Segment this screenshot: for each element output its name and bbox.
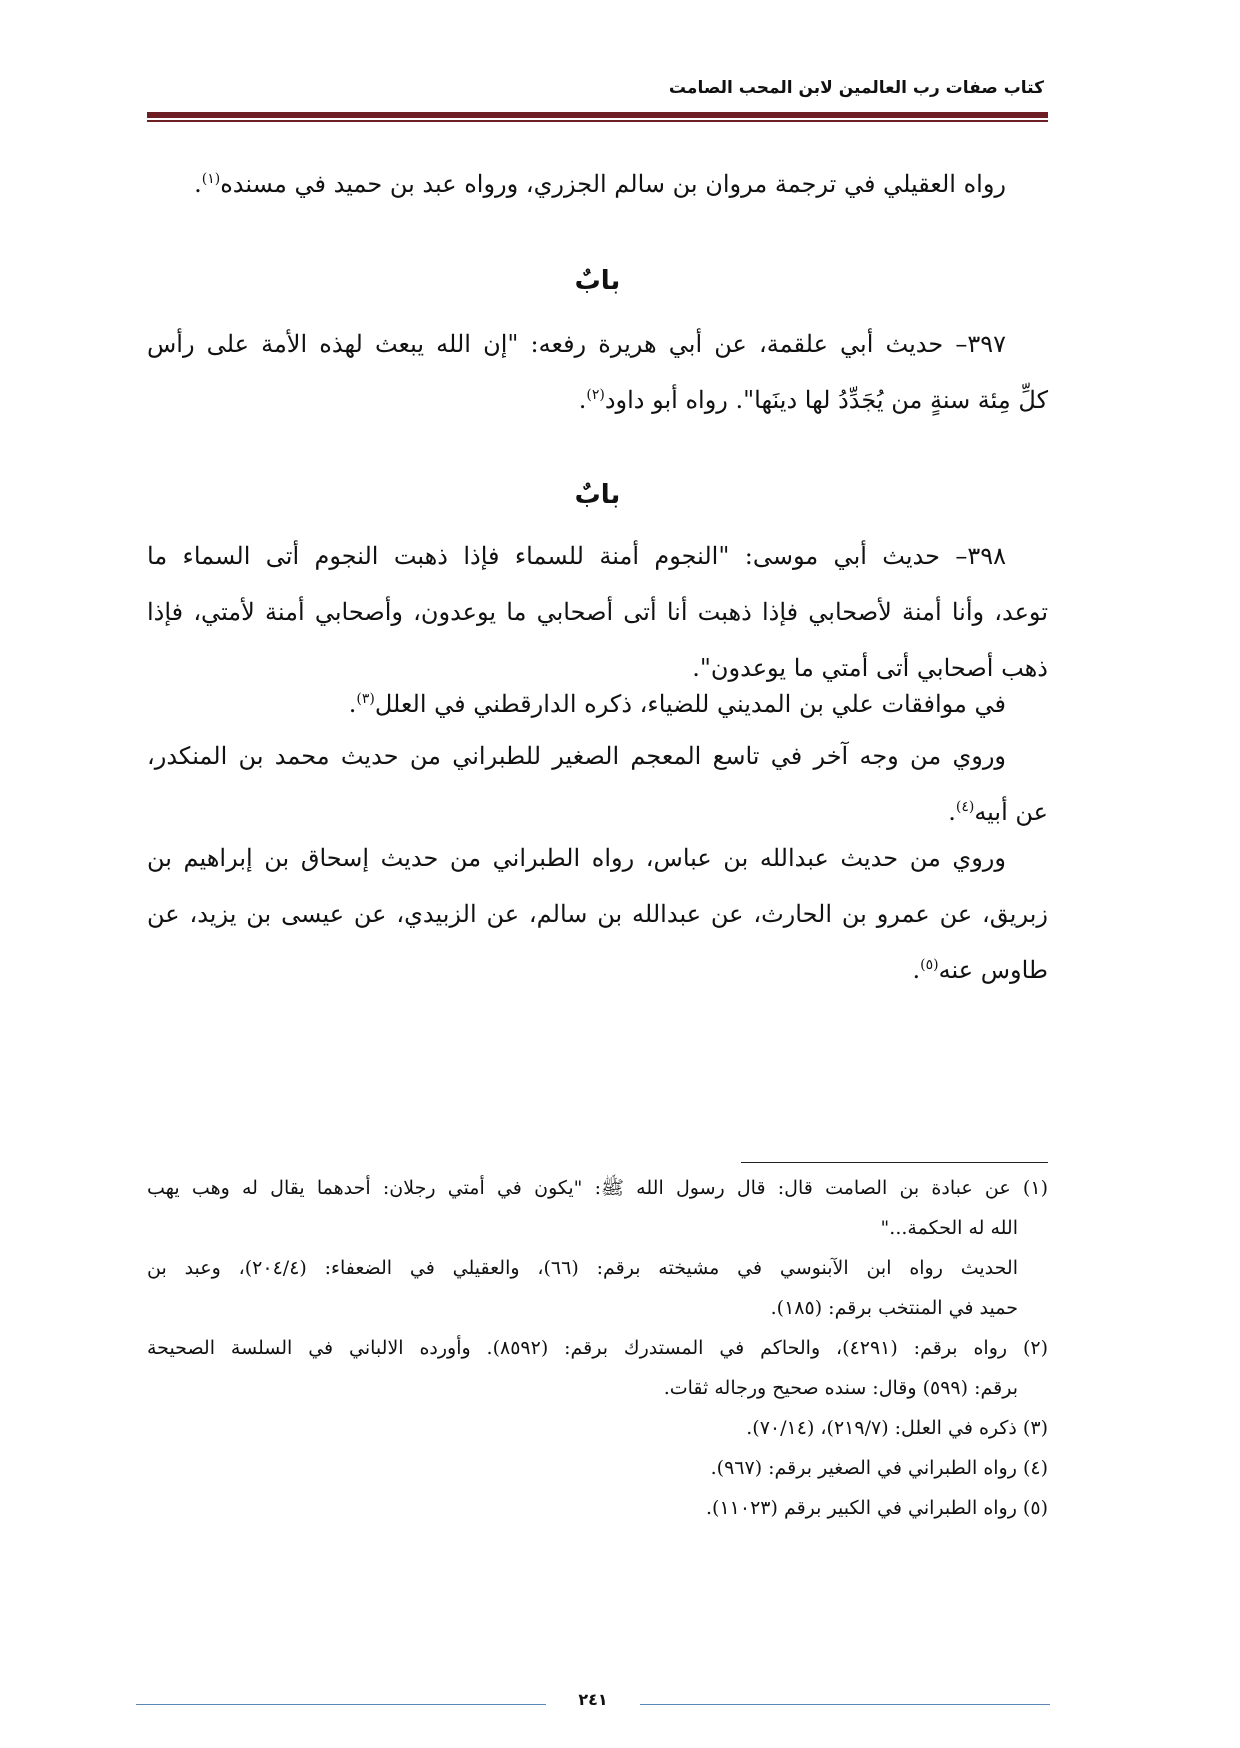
hadith-398 bbox=[147, 528, 1048, 696]
page-number: ٢٤١ bbox=[578, 1690, 608, 1709]
paragraph-line: عن أبيه bbox=[974, 798, 1048, 826]
header-rule-thin bbox=[147, 120, 1048, 122]
hadith-line: ٣٩٨– حديث أبي موسى: "النجوم أمنة للسماء فإذا ذهبت النجوم أتى السماء ما bbox=[147, 542, 1006, 570]
footnote-1b: الحديث رواه ابن الآبنوسي في مشيخته برقم: (٦٦)، والعقيلي في الضعفاء: (٢٠٤/٤)، وعبد بن bbox=[147, 1257, 1018, 1279]
footnotes bbox=[147, 1168, 1048, 1528]
footnote-ref[interactable]: (٢) bbox=[586, 387, 605, 403]
footer-rule-right bbox=[640, 1704, 1050, 1705]
hadith-line: ذهب أصحابي أتى أمتي ما يوعدون". bbox=[692, 654, 1048, 682]
paragraph-line: طاوس عنه bbox=[938, 956, 1048, 984]
running-header: كتاب صفات رب العالمين لابن المحب الصامت bbox=[668, 78, 1044, 98]
hadith-line: ٣٩٧– حديث أبي علقمة، عن أبي هريرة رفعه: "إن الله يبعث لهذه الأمة على رأس bbox=[147, 330, 1006, 358]
footnote-ref[interactable]: (٥) bbox=[920, 957, 939, 973]
footnote-ref[interactable]: (٤) bbox=[955, 799, 975, 815]
paragraph-line: زبريق، عن عمرو بن الحارث، عن عبدالله بن سالم، عن الزبيدي، عن عيسى بن يزيد، عن bbox=[147, 900, 1048, 928]
hadith-line: توعد، وأنا أمنة لأصحابي فإذا ذهبت أنا أتى أصحابي ما يوعدون، وأصحابي أمنة لأمتي، فإذا bbox=[147, 598, 1048, 626]
section-heading: بابٌ bbox=[574, 266, 621, 296]
paragraph-source: في موافقات علي بن المديني للضياء، ذكره الدارقطني في العلل$^{(٣)}$. bbox=[348, 690, 1006, 718]
footnote-2-cont: برقم: (٥٩٩) وقال: سنده صحيح ورجاله ثقات. bbox=[663, 1377, 1018, 1399]
footnote-ref[interactable]: (٣) bbox=[356, 691, 375, 707]
footnote-3: (٣) ذكره في العلل: (٢١٩/٧)، (٧٠/١٤). bbox=[746, 1417, 1048, 1439]
footnote-1: (١) عن عبادة بن الصامت قال: قال رسول الله ﷺ: "يكون في أمتي رجلان: أحدهما يقال له وهب يهب bbox=[147, 1177, 1048, 1199]
footnote-4: (٤) رواه الطبراني في الصغير برقم: (٩٦٧). bbox=[710, 1457, 1048, 1479]
hadith-397: ٣٩٧– حديث أبي علقمة، عن أبي هريرة رفعه: "إن الله يبعث لهذه الأمة على رأس كلِّ مِئة سنةٍ من يُجَدِّدُ لها دينَها". رواه أبو داود$^{(٢)}$. bbox=[147, 316, 1048, 428]
paragraph-other-route: وروي من وجه آخر في تاسع المعجم الصغير للطبراني من حديث محمد بن المنكدر، عن أبيه$^{(٤)}$. bbox=[147, 728, 1048, 840]
intro-text: رواه العقيلي في ترجمة مروان بن سالم الجزري، ورواه عبد بن حميد في مسنده bbox=[220, 170, 1006, 198]
paragraph-line: وروي من حديث عبدالله بن عباس، رواه الطبراني من حديث إسحاق بن إبراهيم بن bbox=[147, 844, 1006, 872]
footer-rule-left bbox=[136, 1704, 546, 1705]
source-text: في موافقات علي بن المديني للضياء، ذكره الدارقطني في العلل bbox=[374, 690, 1006, 718]
footnote-1b-cont: حميد في المنتخب برقم: (١٨٥). bbox=[770, 1297, 1018, 1319]
footnote-5: (٥) رواه الطبراني في الكبير برقم (١١٠٢٣). bbox=[706, 1497, 1048, 1519]
footnote-2: (٢) رواه برقم: (٤٢٩١)، والحاكم في المستدرك برقم: (٨٥٩٢). وأورده الالباني في السلسة الصحيحة bbox=[147, 1337, 1048, 1359]
section-heading: بابٌ bbox=[574, 480, 621, 510]
paragraph-ibn-abbas: وروي من حديث عبدالله بن عباس، رواه الطبراني من حديث إسحاق بن إبراهيم بن زبريق، عن عمرو بن الحارث، عن عبدالله بن سالم، عن الزبيدي، عن عيسى بن يزيد، عن طاوس عنه$^{(٥)}$. bbox=[147, 830, 1048, 998]
intro-paragraph: رواه العقيلي في ترجمة مروان بن سالم الجزري، ورواه عبد بن حميد في مسنده$^{(١)}$. bbox=[194, 170, 1006, 198]
footnote-1-cont: الله له الحكمة..." bbox=[880, 1217, 1018, 1239]
header-rule bbox=[147, 112, 1048, 118]
footnote-separator bbox=[741, 1162, 1048, 1163]
hadith-line: كلِّ مِئة سنةٍ من يُجَدِّدُ لها دينَها". رواه أبو داود bbox=[604, 386, 1048, 414]
paragraph-line: وروي من وجه آخر في تاسع المعجم الصغير للطبراني من حديث محمد بن المنكدر، bbox=[147, 742, 1006, 770]
footnote-ref[interactable]: (١) bbox=[201, 171, 221, 187]
